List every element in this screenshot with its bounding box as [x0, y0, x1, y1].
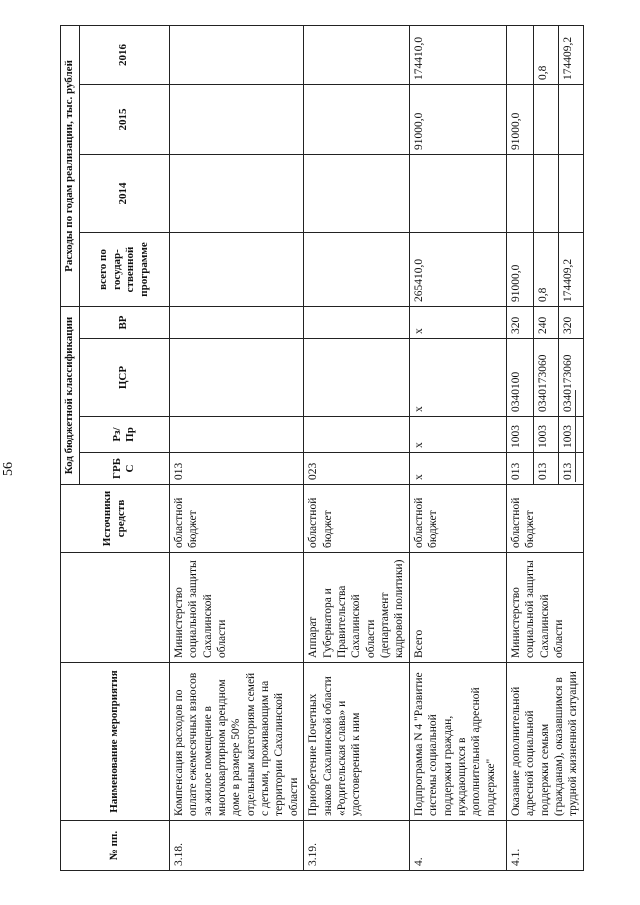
row-num: 4.1. — [506, 821, 583, 871]
row-source: областной бюджет — [409, 485, 506, 553]
row-grbs: 013 — [169, 453, 303, 485]
row-2014 — [409, 155, 506, 233]
row-num: 3.19. — [304, 821, 410, 871]
row-csr: x — [409, 339, 506, 417]
row-rzpr — [304, 417, 410, 453]
row-total: 0,8 — [533, 233, 558, 307]
row-executor: Всего — [409, 553, 506, 663]
row-num: 3.18. — [169, 821, 303, 871]
header-csr: ЦСР — [79, 339, 169, 417]
row-2015 — [533, 85, 558, 155]
row-2014 — [506, 155, 533, 233]
row-grbs: 023 — [304, 453, 410, 485]
row-name: Приобретение Почетных знаков Сахалинской области «Родительская слава» и удостоверений к ним — [304, 663, 410, 821]
row-vr: 320 — [558, 307, 583, 339]
table-row — [506, 25, 533, 870]
row-executor: Министерство социальной защиты Сахалинской области — [506, 553, 583, 663]
row-csr: 0340173060 — [558, 339, 583, 417]
row-grbs: 013 — [558, 453, 583, 485]
header-executor — [61, 553, 170, 663]
row-2016: 174409,2 — [558, 25, 583, 84]
page-number: 56 — [1, 462, 16, 476]
row-vr — [304, 307, 410, 339]
row-rzpr: x — [409, 417, 506, 453]
row-2014 — [304, 155, 410, 233]
header-source: Источники средств — [61, 485, 170, 553]
row-csr: 0340100 — [506, 339, 533, 417]
row-executor: Министерство социальной защиты Сахалинской области — [169, 553, 303, 663]
row-grbs: 013 — [506, 453, 533, 485]
row-csr — [304, 339, 410, 417]
row-2016 — [506, 25, 533, 84]
program-table — [60, 25, 584, 871]
row-vr — [169, 307, 303, 339]
row-csr: 0340173060 — [533, 339, 558, 417]
row-total — [304, 233, 410, 307]
header-2015: 2015 — [79, 85, 169, 155]
row-source: областной бюджет — [506, 485, 583, 553]
row-num: 4. — [409, 821, 506, 871]
row-total — [169, 233, 303, 307]
row-2015: 91000,0 — [506, 85, 533, 155]
row-2016 — [304, 25, 410, 84]
row-rzpr: 1003 — [533, 417, 558, 453]
row-name: Оказание дополнительной адресной социальной поддержки семьям (гражданам), оказавшимся в трудной жизненной ситуации — [506, 663, 583, 821]
header-name: Наименование мероприятия — [61, 663, 170, 821]
header-num: № пп. — [61, 821, 170, 871]
row-2015 — [304, 85, 410, 155]
header-vr: ВР — [79, 307, 169, 339]
table-row — [169, 25, 303, 870]
row-total: 265410,0 — [409, 233, 506, 307]
header-group-codes: Код бюджетной классификации — [61, 307, 80, 485]
row-total: 174409,2 — [558, 233, 583, 307]
row-name: Компенсация расходов по оплате ежемесячных взносов за жилое помещение в многоквартирном арендном доме в размере 50% отдельным категориям семей с детьми, проживающим на территории Сахалинской области — [169, 663, 303, 821]
header-grbs: ГРБ С — [79, 453, 169, 485]
row-rzpr: 1003 — [506, 417, 533, 453]
row-total: 91000,0 — [506, 233, 533, 307]
header-group-expenses: Расходы по годам реализации, тыс. рублей — [61, 25, 80, 306]
row-csr — [169, 339, 303, 417]
row-executor: Аппарат Губернатора и Правительства Сахалинской области (департамент кадровой политики) — [304, 553, 410, 663]
row-2015 — [558, 85, 583, 155]
row-vr: 320 — [506, 307, 533, 339]
row-2015 — [169, 85, 303, 155]
row-2016: 0,8 — [533, 25, 558, 84]
margin-line — [575, 390, 576, 482]
row-vr: 240 — [533, 307, 558, 339]
row-vr: x — [409, 307, 506, 339]
header-2016: 2016 — [79, 25, 169, 84]
row-2016: 174410,0 — [409, 25, 506, 84]
table-row — [304, 25, 410, 870]
row-2014 — [558, 155, 583, 233]
row-2016 — [169, 25, 303, 84]
row-source: областной бюджет — [169, 485, 303, 553]
row-grbs: x — [409, 453, 506, 485]
table-row — [409, 25, 506, 870]
row-name: Подпрограмма N 4 "Развитие системы социальной поддержки граждан, нуждающихся в дополнительной адресной поддержке" — [409, 663, 506, 821]
header-total: всего по государ- ственной программе — [79, 233, 169, 307]
row-2014 — [533, 155, 558, 233]
row-rzpr: 1003 — [558, 417, 583, 453]
header-2014: 2014 — [79, 155, 169, 233]
row-2015: 91000,0 — [409, 85, 506, 155]
row-source: областной бюджет — [304, 485, 410, 553]
row-2014 — [169, 155, 303, 233]
row-grbs: 013 — [533, 453, 558, 485]
row-rzpr — [169, 417, 303, 453]
header-rzpr: Рз/ Пр — [79, 417, 169, 453]
